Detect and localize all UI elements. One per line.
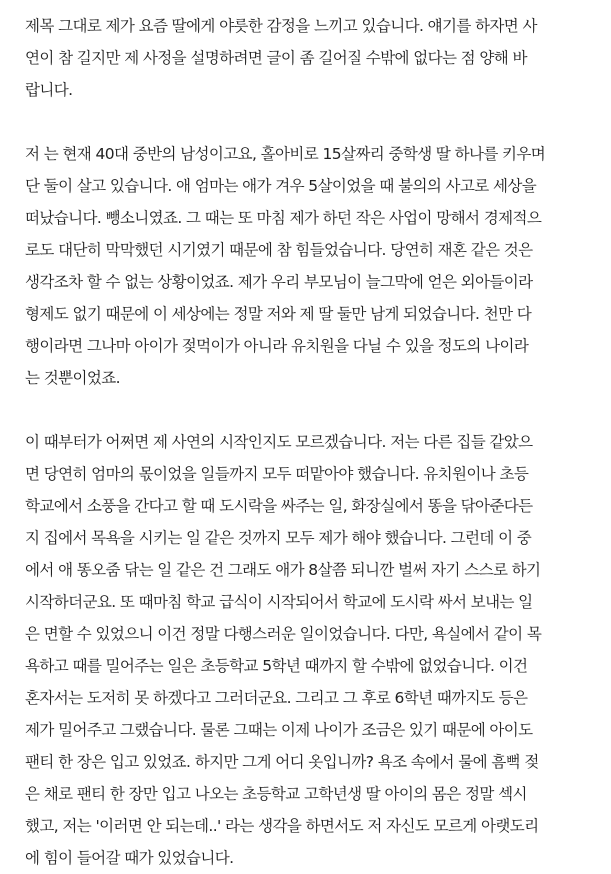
text-line: 랍니다.	[25, 81, 73, 99]
text-line: 했고, 저는 '이러면 안 되는데..' 라는 생각을 하면서도 저 자신도 모르게 아랫도리	[25, 817, 539, 835]
paragraph-gap	[25, 394, 595, 426]
text-line: 은 채로 팬티 한 장만 입고 나오는 초등학교 고학년생 딸 아이의 몸은 정말 섹시	[25, 785, 527, 803]
text-line: 연이 참 길지만 제 사정을 설명하려면 글이 좀 길어질 수밖에 없다는 점 양해 바	[25, 49, 527, 67]
text-line: 에 힘이 들어갈 때가 있었습니다.	[25, 849, 234, 867]
text-line: 제가 밀어주고 그랬습니다. 물론 그때는 이제 나이가 조금은 있기 때문에 아이도	[25, 721, 533, 739]
text-line: 제목 그대로 제가 요즘 딸에게 야릇한 감정을 느끼고 있습니다. 얘기를 하자면 사	[25, 17, 537, 35]
text-line: 시작하더군요. 또 때마침 학교 급식이 시작되어서 학교에 도시락 싸서 보내는 일	[25, 593, 533, 611]
text-line: 이 때부터가 어쩌면 제 사연의 시작인지도 모르겠습니다. 저는 다른 집들 같았으	[25, 433, 533, 451]
text-line: 저 는 현재 40대 중반의 남성이고요, 홀아비로 15살짜리 중학생 딸 하나를 키우며	[25, 145, 546, 163]
text-line: 욕하고 때를 밀어주는 일은 초등학교 5학년 때까지 할 수밖에 없었습니다. 이건	[25, 657, 528, 675]
text-line: 면 당연히 엄마의 몫이었을 일들까지 모두 떠맡아야 했습니다. 유치원이나 초등	[25, 465, 529, 483]
text-line: 는 것뿐이었죠.	[25, 369, 120, 387]
paragraph-background	[25, 138, 595, 394]
text-line: 떠났습니다. 뺑소니였죠. 그 때는 또 마침 제가 하던 작은 사업이 망해서 경제적으	[25, 209, 542, 227]
text-line: 학교에서 소풍을 간다고 할 때 도시락을 싸주는 일, 화장실에서 똥을 닦아준다든	[25, 497, 533, 515]
text-line: 단 둘이 살고 있습니다. 애 엄마는 애가 겨우 5살이었을 때 불의의 사고로 세상을	[25, 177, 537, 195]
text-line: 팬티 한 장은 입고 있었죠. 하지만 그게 어디 옷입니까? 욕조 속에서 물에 흠뻑 젖	[25, 753, 539, 771]
text-line: 에서 애 똥오줌 닦는 일 같은 건 그래도 애가 8살쯤 되니깐 벌써 자기 스스로 하기	[25, 561, 541, 579]
paragraph-story	[25, 426, 595, 874]
text-line: 행이라면 그나마 아이가 젖먹이가 아니라 유치원을 다닐 수 있을 정도의 나이라	[25, 337, 529, 355]
paragraph-gap	[25, 106, 595, 138]
text-line: 형제도 없기 때문에 이 세상에는 정말 저와 제 딸 둘만 남게 되었습니다. 천만 다	[25, 305, 532, 323]
text-line: 은 면할 수 있었으니 이건 정말 다행스러운 일이었습니다. 다만, 욕실에서 같이 목	[25, 625, 542, 643]
text-line: 혼자서는 도저히 못 하겠다고 그러더군요. 그리고 그 후로 6학년 때까지도 등은	[25, 689, 528, 707]
paragraph-intro	[25, 10, 595, 106]
text-line: 로도 대단히 막막했던 시기였기 때문에 참 힘들었습니다. 당연히 재혼 같은 것은	[25, 241, 533, 259]
text-line: 생각조차 할 수 없는 상황이었죠. 제가 우리 부모님이 늘그막에 얻은 외아들이라	[25, 273, 533, 291]
text-line: 지 집에서 목욕을 시키는 일 같은 것까지 모두 제가 해야 했습니다. 그런데 이 중	[25, 529, 532, 547]
